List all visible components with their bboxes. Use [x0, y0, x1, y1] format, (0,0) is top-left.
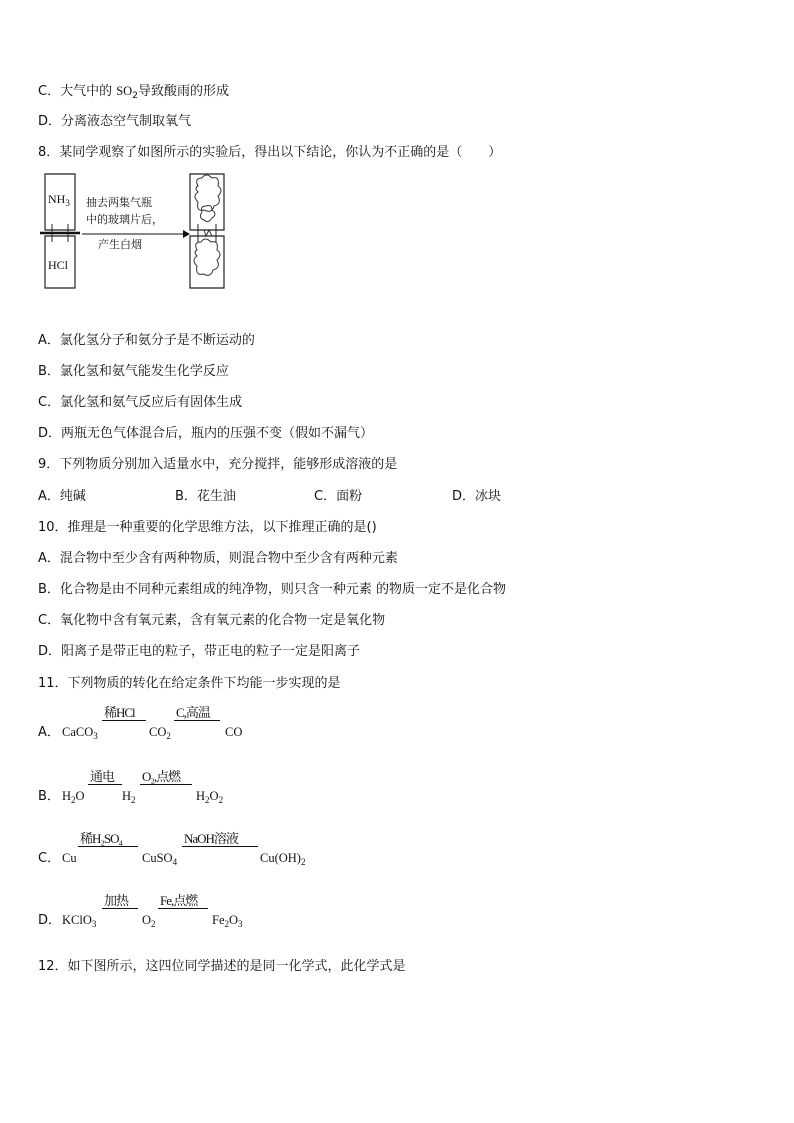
caption-line-1: 抽去两集气瓶 [86, 196, 152, 209]
arrow-head [183, 230, 190, 238]
option-label: D． [38, 913, 62, 928]
condition-1: 稀H₂SO₄ [80, 831, 123, 846]
substance-1: CaCO$_3$ [62, 725, 98, 741]
option-8a: A．氯化氢分子和氨分子是不断运动的 [38, 333, 255, 348]
reaction-arrow-1 [102, 908, 138, 909]
option-9b: B．花生油 [175, 489, 236, 504]
substance-3: $H_2O_2$ [196, 789, 224, 805]
experiment-figure [40, 172, 230, 292]
option-7c [38, 82, 229, 101]
substance-3: $Cu(OH)_2$ [260, 851, 306, 867]
option-8c: C．氯化氢和氨气反应后有固体生成 [38, 395, 243, 410]
reaction-arrow-2 [174, 720, 220, 721]
reaction-arrow-2 [182, 846, 258, 847]
substance-2: $O_2$ [142, 913, 156, 929]
reaction-arrow-1 [78, 846, 138, 847]
substance-3: CO [225, 725, 243, 739]
option-11b [38, 766, 538, 806]
bottom-gas-label: HCl [48, 258, 69, 272]
option-10c: C．氧化物中含有氧元素，含有氧元素的化合物一定是氧化物 [38, 613, 386, 628]
condition-2: Fe,点燃 [160, 893, 198, 908]
question-8: 8．某同学观察了如图所示的实验后，得出以下结论，你认为不正确的是（ ） [38, 145, 502, 160]
option-10b: B．化合物是由不同种元素组成的纯净物，则只含一种元素 的物质一定不是化合物 [38, 582, 507, 597]
option-11a [38, 702, 538, 742]
option-10a: A．混合物中至少含有两种物质，则混合物中至少含有两种元素 [38, 551, 398, 566]
option-label: C．大气中的 [38, 84, 117, 99]
option-9d: D．冰块 [452, 489, 502, 504]
question-10: 10．推理是一种重要的化学思维方法，以下推理正确的是() [38, 520, 377, 535]
option-text: 导致酸雨的形成 [137, 84, 229, 99]
condition-1: 稀HCl [104, 705, 135, 720]
question-12: 12．如下图所示，这四位同学描述的是同一化学式，此化学式是 [38, 959, 406, 974]
option-label: A． [38, 725, 60, 740]
option-label: B． [38, 789, 60, 804]
chem-formula: SO [116, 84, 133, 98]
question-9: 9．下列物质分别加入适量水中，充分搅拌，能够形成溶液的是 [38, 457, 398, 472]
option-8b: B．氯化氢和氨气能发生化学反应 [38, 364, 229, 379]
substance-2: CuSO$_4$ [142, 851, 178, 867]
subscript: 2 [132, 91, 138, 101]
condition-2: NaOH溶液 [184, 831, 238, 846]
condition-1: 加热 [104, 893, 129, 908]
option-11c [38, 828, 538, 868]
option-9a: A．纯碱 [38, 489, 86, 504]
arrow-caption [86, 194, 163, 253]
reaction-arrow-2 [140, 784, 192, 785]
caption-line-2: 中的玻璃片后， [86, 213, 163, 226]
option-7d: D．分离液态空气制取氧气 [38, 114, 192, 129]
substance-3: $Fe_2O_3$ [212, 913, 243, 929]
substance-1: KClO$_3$ [62, 913, 97, 929]
reaction-arrow-2 [158, 908, 208, 909]
option-11d [38, 890, 538, 930]
condition-2: O₂,点燃 [142, 769, 181, 784]
substance-1: Cu [62, 851, 77, 865]
smoke-mid [200, 206, 215, 222]
smoke-neck [204, 230, 212, 236]
condition-1: 通电 [90, 769, 115, 784]
option-label: C． [38, 851, 61, 866]
option-10d: D．阳离子是带正电的粒子，带正电的粒子一定是阳离子 [38, 644, 361, 659]
question-11: 11．下列物质的转化在给定条件下均能一步实现的是 [38, 676, 341, 691]
substance-1: $H_2O$ [62, 789, 85, 805]
substance-2: $H_2$ [122, 789, 136, 805]
condition-2: C,高温 [176, 705, 210, 720]
options-9 [38, 488, 638, 506]
right-jar-bottom [190, 236, 224, 288]
option-8d: D．两瓶无色气体混合后，瓶内的压强不变（假如不漏气） [38, 426, 374, 441]
substance-2: $CO_2$ [149, 725, 171, 741]
caption-line-3: 产生白烟 [98, 238, 142, 251]
reaction-arrow-1 [102, 720, 146, 721]
reaction-arrow-1 [88, 784, 122, 785]
top-gas-label: $NH_3$ [48, 192, 70, 208]
smoke-bottom [194, 239, 220, 275]
option-9c: C．面粉 [314, 489, 363, 504]
